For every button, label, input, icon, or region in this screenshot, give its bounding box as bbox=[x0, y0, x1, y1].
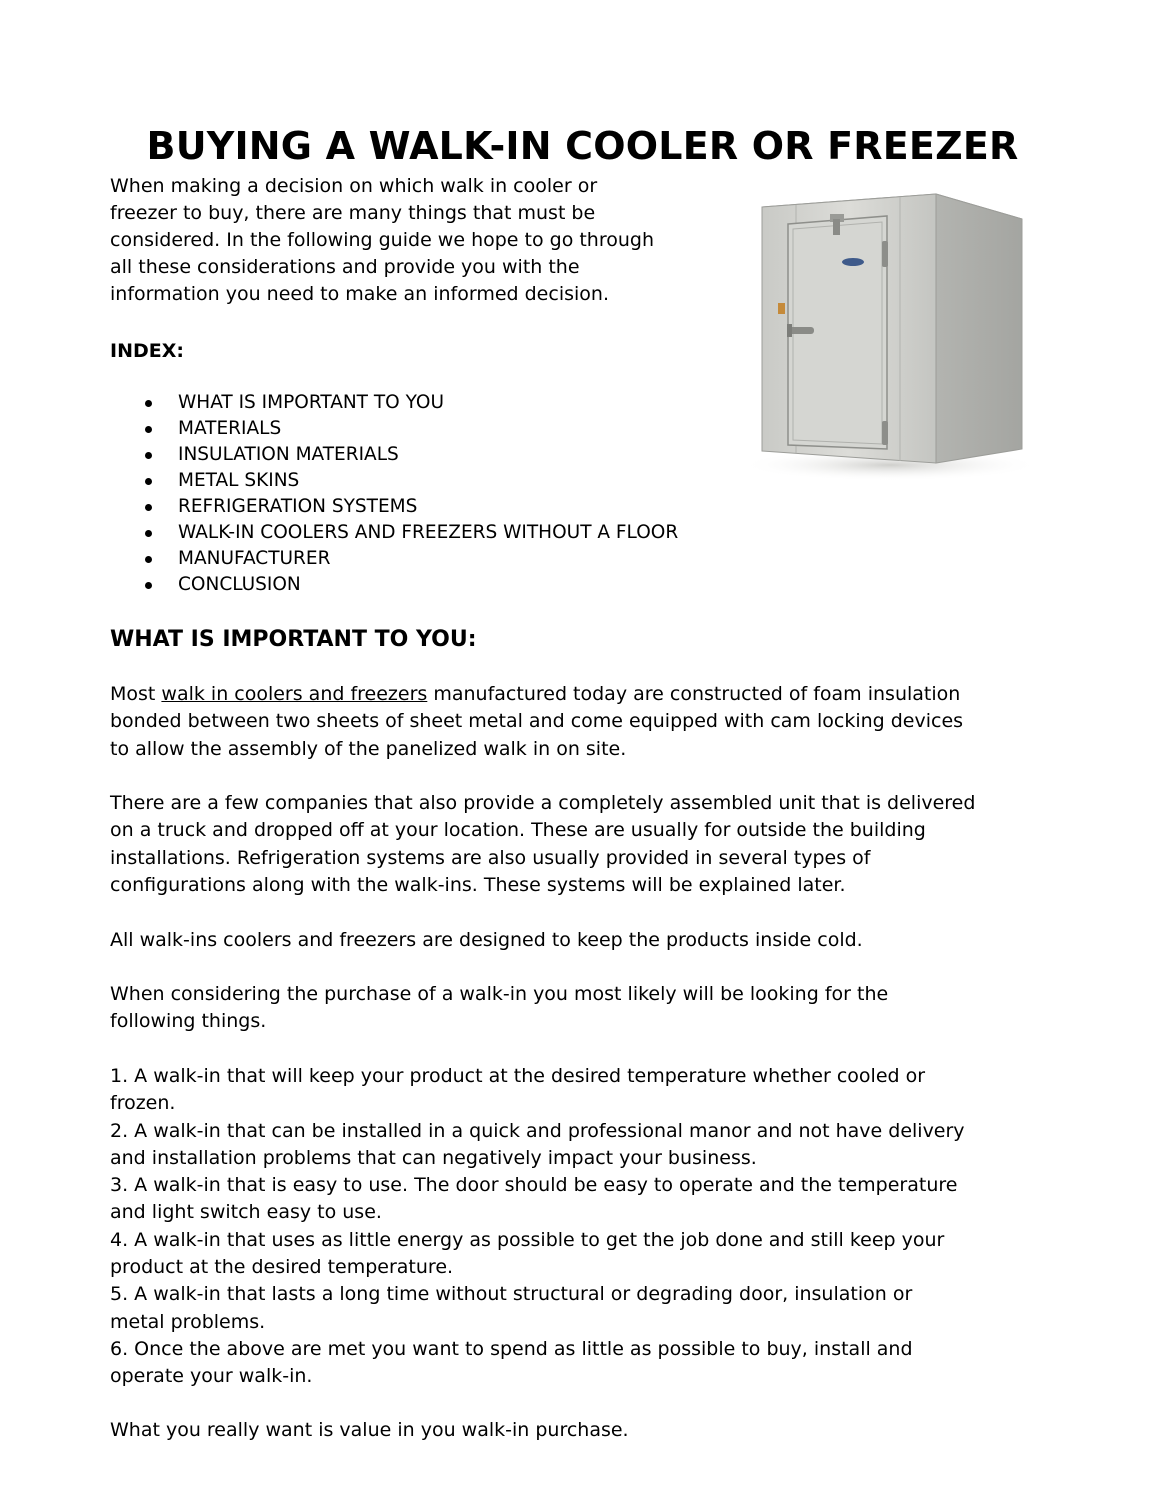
intro-paragraph bbox=[110, 173, 750, 308]
paragraph-line: All walk-ins coolers and freezers are designed to keep the products inside cold. bbox=[110, 929, 863, 951]
intro-line: When making a decision on which walk in cooler or bbox=[110, 175, 598, 197]
paragraph-line: installations. Refrigeration systems are also usually provided in several types of bbox=[110, 846, 871, 869]
intro-line: freezer to buy, there are many things that must be bbox=[110, 202, 596, 224]
index-item: MATERIALS bbox=[110, 416, 678, 442]
intro-line: information you need to make an informed decision. bbox=[110, 283, 609, 305]
index-item: METAL SKINS bbox=[110, 468, 678, 494]
numbered-line: frozen. bbox=[110, 1092, 176, 1115]
numbered-line: and light switch easy to use. bbox=[110, 1201, 382, 1224]
paragraph-considering bbox=[110, 981, 1070, 1036]
walk-in-coolers-link[interactable]: walk in coolers and freezers bbox=[161, 683, 428, 705]
numbered-line: operate your walk-in. bbox=[110, 1365, 313, 1388]
intro-line: considered. In the following guide we hope to go through bbox=[110, 229, 655, 251]
paragraph-text: manufactured today are constructed of foam insulation bbox=[427, 683, 961, 705]
paragraph-line: to allow the assembly of the panelized walk in on site. bbox=[110, 737, 627, 760]
paragraph-designed-cold bbox=[110, 927, 1070, 954]
paragraph-line: What you really want is value in you walk-in purchase. bbox=[110, 1419, 629, 1441]
index-item: WALK-IN COOLERS AND FREEZERS WITHOUT A FLOOR bbox=[110, 520, 678, 546]
numbered-line: 5. A walk-in that lasts a long time without structural or degrading door, insulation or bbox=[110, 1283, 913, 1306]
index-item: CONCLUSION bbox=[110, 572, 678, 598]
paragraph-construction bbox=[110, 681, 1070, 763]
paragraph-line: on a truck and dropped off at your location. These are usually for outside the building bbox=[110, 819, 926, 842]
paragraph-line: configurations along with the walk-ins. These systems will be explained later. bbox=[110, 873, 846, 896]
index-item: INSULATION MATERIALS bbox=[110, 442, 678, 468]
index-list bbox=[110, 390, 678, 598]
document-title: BUYING A WALK-IN COOLER OR FREEZER bbox=[146, 124, 1019, 169]
paragraph-line bbox=[110, 681, 1070, 708]
numbered-line: product at the desired temperature. bbox=[110, 1256, 454, 1279]
numbered-line: 1. A walk-in that will keep your product at the desired temperature whether cooled or bbox=[110, 1065, 926, 1087]
paragraph-closing bbox=[110, 1417, 1070, 1444]
paragraph-line: There are a few companies that also provide a completely assembled unit that is delivered bbox=[110, 792, 976, 814]
paragraph-line: bonded between two sheets of sheet metal and come equipped with cam locking devices bbox=[110, 710, 964, 733]
index-item: WHAT IS IMPORTANT TO YOU bbox=[110, 390, 678, 416]
numbered-line: 3. A walk-in that is easy to use. The door should be easy to operate and the temperature bbox=[110, 1174, 958, 1197]
index-heading: INDEX: bbox=[110, 340, 184, 362]
numbered-line: 4. A walk-in that uses as little energy as possible to get the job done and still keep your bbox=[110, 1228, 945, 1251]
paragraph-text: Most bbox=[110, 683, 162, 705]
index-item: MANUFACTURER bbox=[110, 546, 678, 572]
numbered-line: 2. A walk-in that can be installed in a quick and professional manor and not have delivery bbox=[110, 1119, 965, 1142]
index-item: REFRIGERATION SYSTEMS bbox=[110, 494, 678, 520]
numbered-line: and installation problems that can negatively impact your business. bbox=[110, 1146, 757, 1169]
paragraph-line: following things. bbox=[110, 1010, 267, 1033]
numbered-line: metal problems. bbox=[110, 1310, 266, 1333]
numbered-list bbox=[110, 1063, 1070, 1391]
walk-in-cooler-image bbox=[740, 183, 1042, 483]
paragraph-assembled-units bbox=[110, 790, 1070, 899]
paragraph-line: When considering the purchase of a walk-in you most likely will be looking for the bbox=[110, 983, 889, 1005]
section-heading: WHAT IS IMPORTANT TO YOU: bbox=[110, 627, 477, 652]
numbered-line: 6. Once the above are met you want to spend as little as possible to buy, install and bbox=[110, 1337, 913, 1360]
intro-line: all these considerations and provide you with the bbox=[110, 256, 580, 278]
